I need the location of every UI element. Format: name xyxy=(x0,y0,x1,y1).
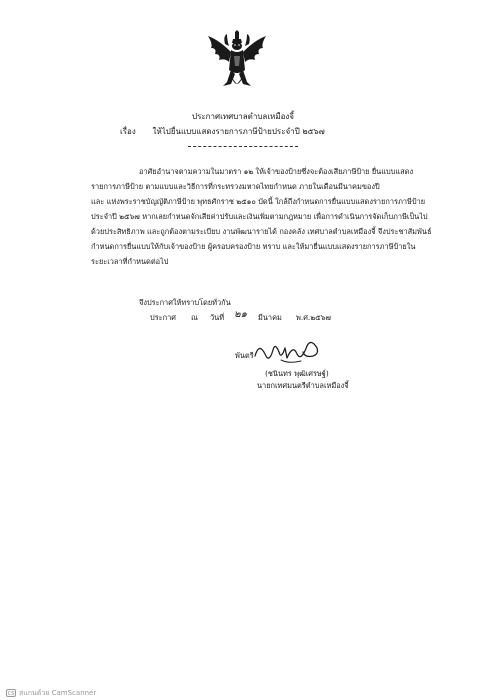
signer-position: นายกเทศมนตรีตำบลเหมืองจี้ xyxy=(257,381,349,390)
announcement-title: ประกาศเทศบาลตำบลเหมืองจี้ xyxy=(192,112,294,121)
body-line: ระยะเวลาที่กำหนดต่อไป xyxy=(91,257,169,266)
date-day-label: วันที่ xyxy=(210,313,225,322)
body-line: กำหนดการยื่นแบบให้กับเจ้าของป้าย ผู้ครอบครองป้าย ทราบ และให้มายื่นแบบแสดงรายการภาษีป้ายใน xyxy=(91,242,416,251)
signer-rank: พันตรี xyxy=(235,351,254,360)
body-line: และ แห่งพระราชบัญญัติภาษีป้าย พุทธศักราช ๒๕๑๐ บัดนี้ ใกล้ถึงกำหนดการยื่นแบบแสดงรายการภาษีป้าย xyxy=(91,197,426,206)
body-line: ด้วยประสิทธิภาพ และถูกต้องตามระเบียบ งานพัฒนารายได้ กองคลัง เทศบาลตำบลเหมืองจี้ จึงประชาสัมพันธ์ xyxy=(91,227,432,236)
subject-line xyxy=(120,126,325,137)
date-prefix: ประกาศ xyxy=(150,313,176,322)
date-month: มีนาคม xyxy=(258,313,282,322)
body-line: ประจำปี ๒๕๖๗ หากเลยกำหนดจักเสียค่าปรับและเงินเพิ่มตามกฎหมาย เพื่อการดำเนินการจัดเก็บภาษีเป็นไป xyxy=(91,212,428,221)
signer-name: (ชนินทร พุฒิเศรษฐ์) xyxy=(265,369,329,378)
body-line: รายการภาษีป้าย ตามแบบและวิธีการที่กระทรวงมหาดไทยกำหนด ภายในเดือนมีนาคมของปี xyxy=(91,182,380,191)
body-line: อาศัยอำนาจตามความในมาตรา ๑๒ ให้เจ้าของป้ายซึ่งจะต้องเสียภาษีป้าย ยื่นแบบแสดง xyxy=(139,167,414,176)
date-year: พ.ศ.๒๕๖๗ xyxy=(296,313,331,322)
date-at: ณ xyxy=(191,313,198,322)
handwritten-signature xyxy=(245,334,335,370)
camscanner-label: สแกนด้วย CamScanner xyxy=(19,689,97,697)
subject-text: ให้ไปยื่นแบบแสดงรายการภาษีป้ายประจำปี ๒๕๖๗ xyxy=(152,127,325,136)
date-day-handwritten: ๒๑ xyxy=(234,309,247,320)
camscanner-logo-icon: CS xyxy=(7,691,15,697)
subject-label: เรื่อง xyxy=(120,127,136,136)
title-divider xyxy=(188,146,298,147)
closing-statement: จึงประกาศให้ทราบโดยทั่วกัน xyxy=(139,298,231,307)
garuda-emblem-icon xyxy=(205,30,269,92)
